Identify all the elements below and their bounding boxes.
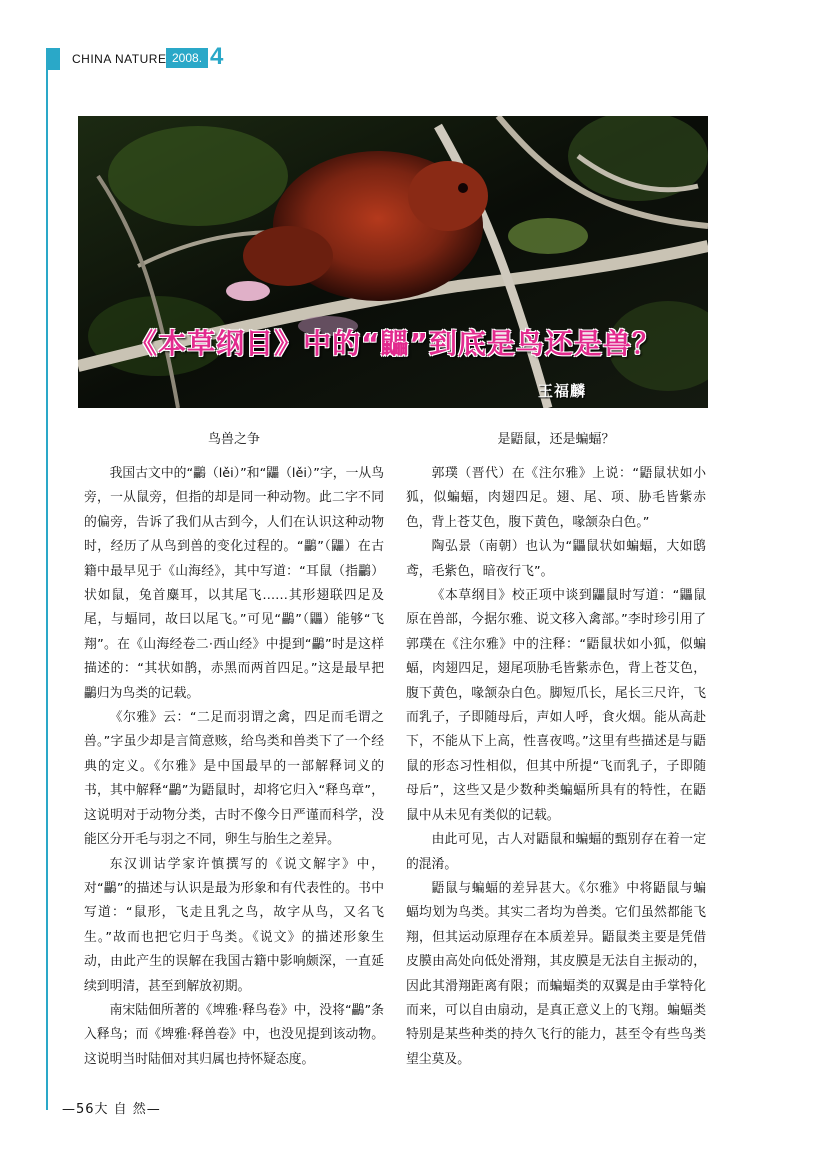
paragraph: 南宋陆佃所著的《埤雅·释鸟卷》中，没将“鸓”条入释鸟；而《埤雅·释兽卷》中，也没见提到该动物。这说明当时陆佃对其归属也持怀疑态度。 [84,1002,384,1067]
paragraph: 鼯鼠与蝙蝠的差异甚大。《尔雅》中将鼯鼠与蝙蝠均划为鸟类。其实二者均为兽类。它们虽然都能飞翔，但其运动原理存在本质差异。鼯鼠类主要是凭借皮膜由高处向低处滑翔，其皮膜是无法自主振动的，因此其滑翔距离有限；而蝙蝠类的双翼是由手掌特化而来，可以自由扇动，是真正意义上的飞翔。蝙蝠类特别是某些种类的持久飞行的能力，甚至令有些鸟类望尘莫及。 [406,880,706,1067]
issue-number: 4 [210,43,224,70]
paragraph: 陶弘景（南朝）也认为“鼺鼠状如蝙蝠，大如鸱鸢，毛紫色，暗夜行飞”。 [406,539,706,579]
paragraph: 郭璞（晋代）在《注尔雅》上说：“鼯鼠状如小狐，似蝙蝠，肉翅四足。翅、尾、项、胁毛皆紫赤色，背上苍艾色，腹下黄色，喙颔杂白色。” [406,466,706,530]
paragraph: 《尔雅》云：“二足而羽谓之禽，四足而毛谓之兽。”字虽少却是言简意赅，给鸟类和兽类下了一个经典的定义。《尔雅》是中国最早的一部解释词义的书，其中解释“鸓”为鼯鼠时，却将它归入“释鸟章”，这说明对于动物分类，古时不像今日严谨而科学，没能区分开毛与羽之不同，卵生与胎生之差异。 [84,710,384,848]
article-author: 王福麟 [538,382,587,400]
page-footer: —56大 自 然— [62,1102,161,1117]
issue-year: 2008. [166,48,208,68]
article-photo [78,116,708,408]
margin-rule [46,48,48,1110]
paragraph: 《本草纲目》校正项中谈到鼺鼠时写道：“鼺鼠原在兽部，今据尔雅、说文移入禽部。”李时珍引用了郭璞在《注尔雅》中的注释：“鼯鼠状如小狐，似蝙蝠，肉翅四足，翅尾项胁毛皆紫赤色，背上苍艾色，腹下黄色，喙颔杂白色。脚短爪长，尾长三尺许，飞而乳子，子即随母后，声如人呼，食火烟。能从高赴下，不能从下上高，性喜夜鸣。”这里有些描述是与鼯鼠的形态习性相似，但其中所提“飞而乳子，子即随母后”，这些又是少数种类蝙蝠所具有的特性，在鼯鼠中从未见有类似的记载。 [406,588,706,823]
article-title: 《本草纲目》中的“鼺”到底是鸟还是兽？ [129,327,661,360]
paragraph: 我国古文中的“鸓（lěi）”和“鼺（lěi）”字，一从鸟旁，一从鼠旁，但指的却是同一种动物。此二字不同的偏旁，告诉了我们从古到今，人们在认识这种动物时，经历了从鸟到兽的变化过程的。“鸓”（鼺）在古籍中最早见于《山海经》，其中写道：“耳鼠（指鸓）状如鼠，兔首麋耳，以其尾飞……其形翅联四足及尾，与蝠同，故曰以尾飞。”可见“鸓”（鼺）能够“飞翔”。在《山海经卷二·西山经》中提到“鸓”时是这样描述的：“其状如鹊，赤黑而两首四足。”这是最早把鸓归为鸟类的记载。 [84,466,384,701]
header-color-block [46,48,60,70]
section-heading: 鸟兽之争 [207,432,260,447]
paragraph: 东汉训诂学家许慎撰写的《说文解字》中，对“鸓”的描述与认识是最为形象和有代表性的。书中写道：“鼠形，飞走且乳之鸟，故字从鸟，又名飞生。”故而也把它归于鸟类。《说文》的描述形象生动，由此产生的误解在我国古籍中影响颇深，一直延续到明清，甚至到解放初期。 [84,856,384,994]
right-column [406,430,706,1072]
section-heading: 是鼯鼠，还是蝙蝠？ [497,432,615,447]
magazine-name: CHINA NATURE [72,52,167,66]
paragraph: 由此可见，古人对鼯鼠和蝙蝠的甄别存在着一定的混淆。 [406,832,706,872]
left-column [84,430,384,1072]
